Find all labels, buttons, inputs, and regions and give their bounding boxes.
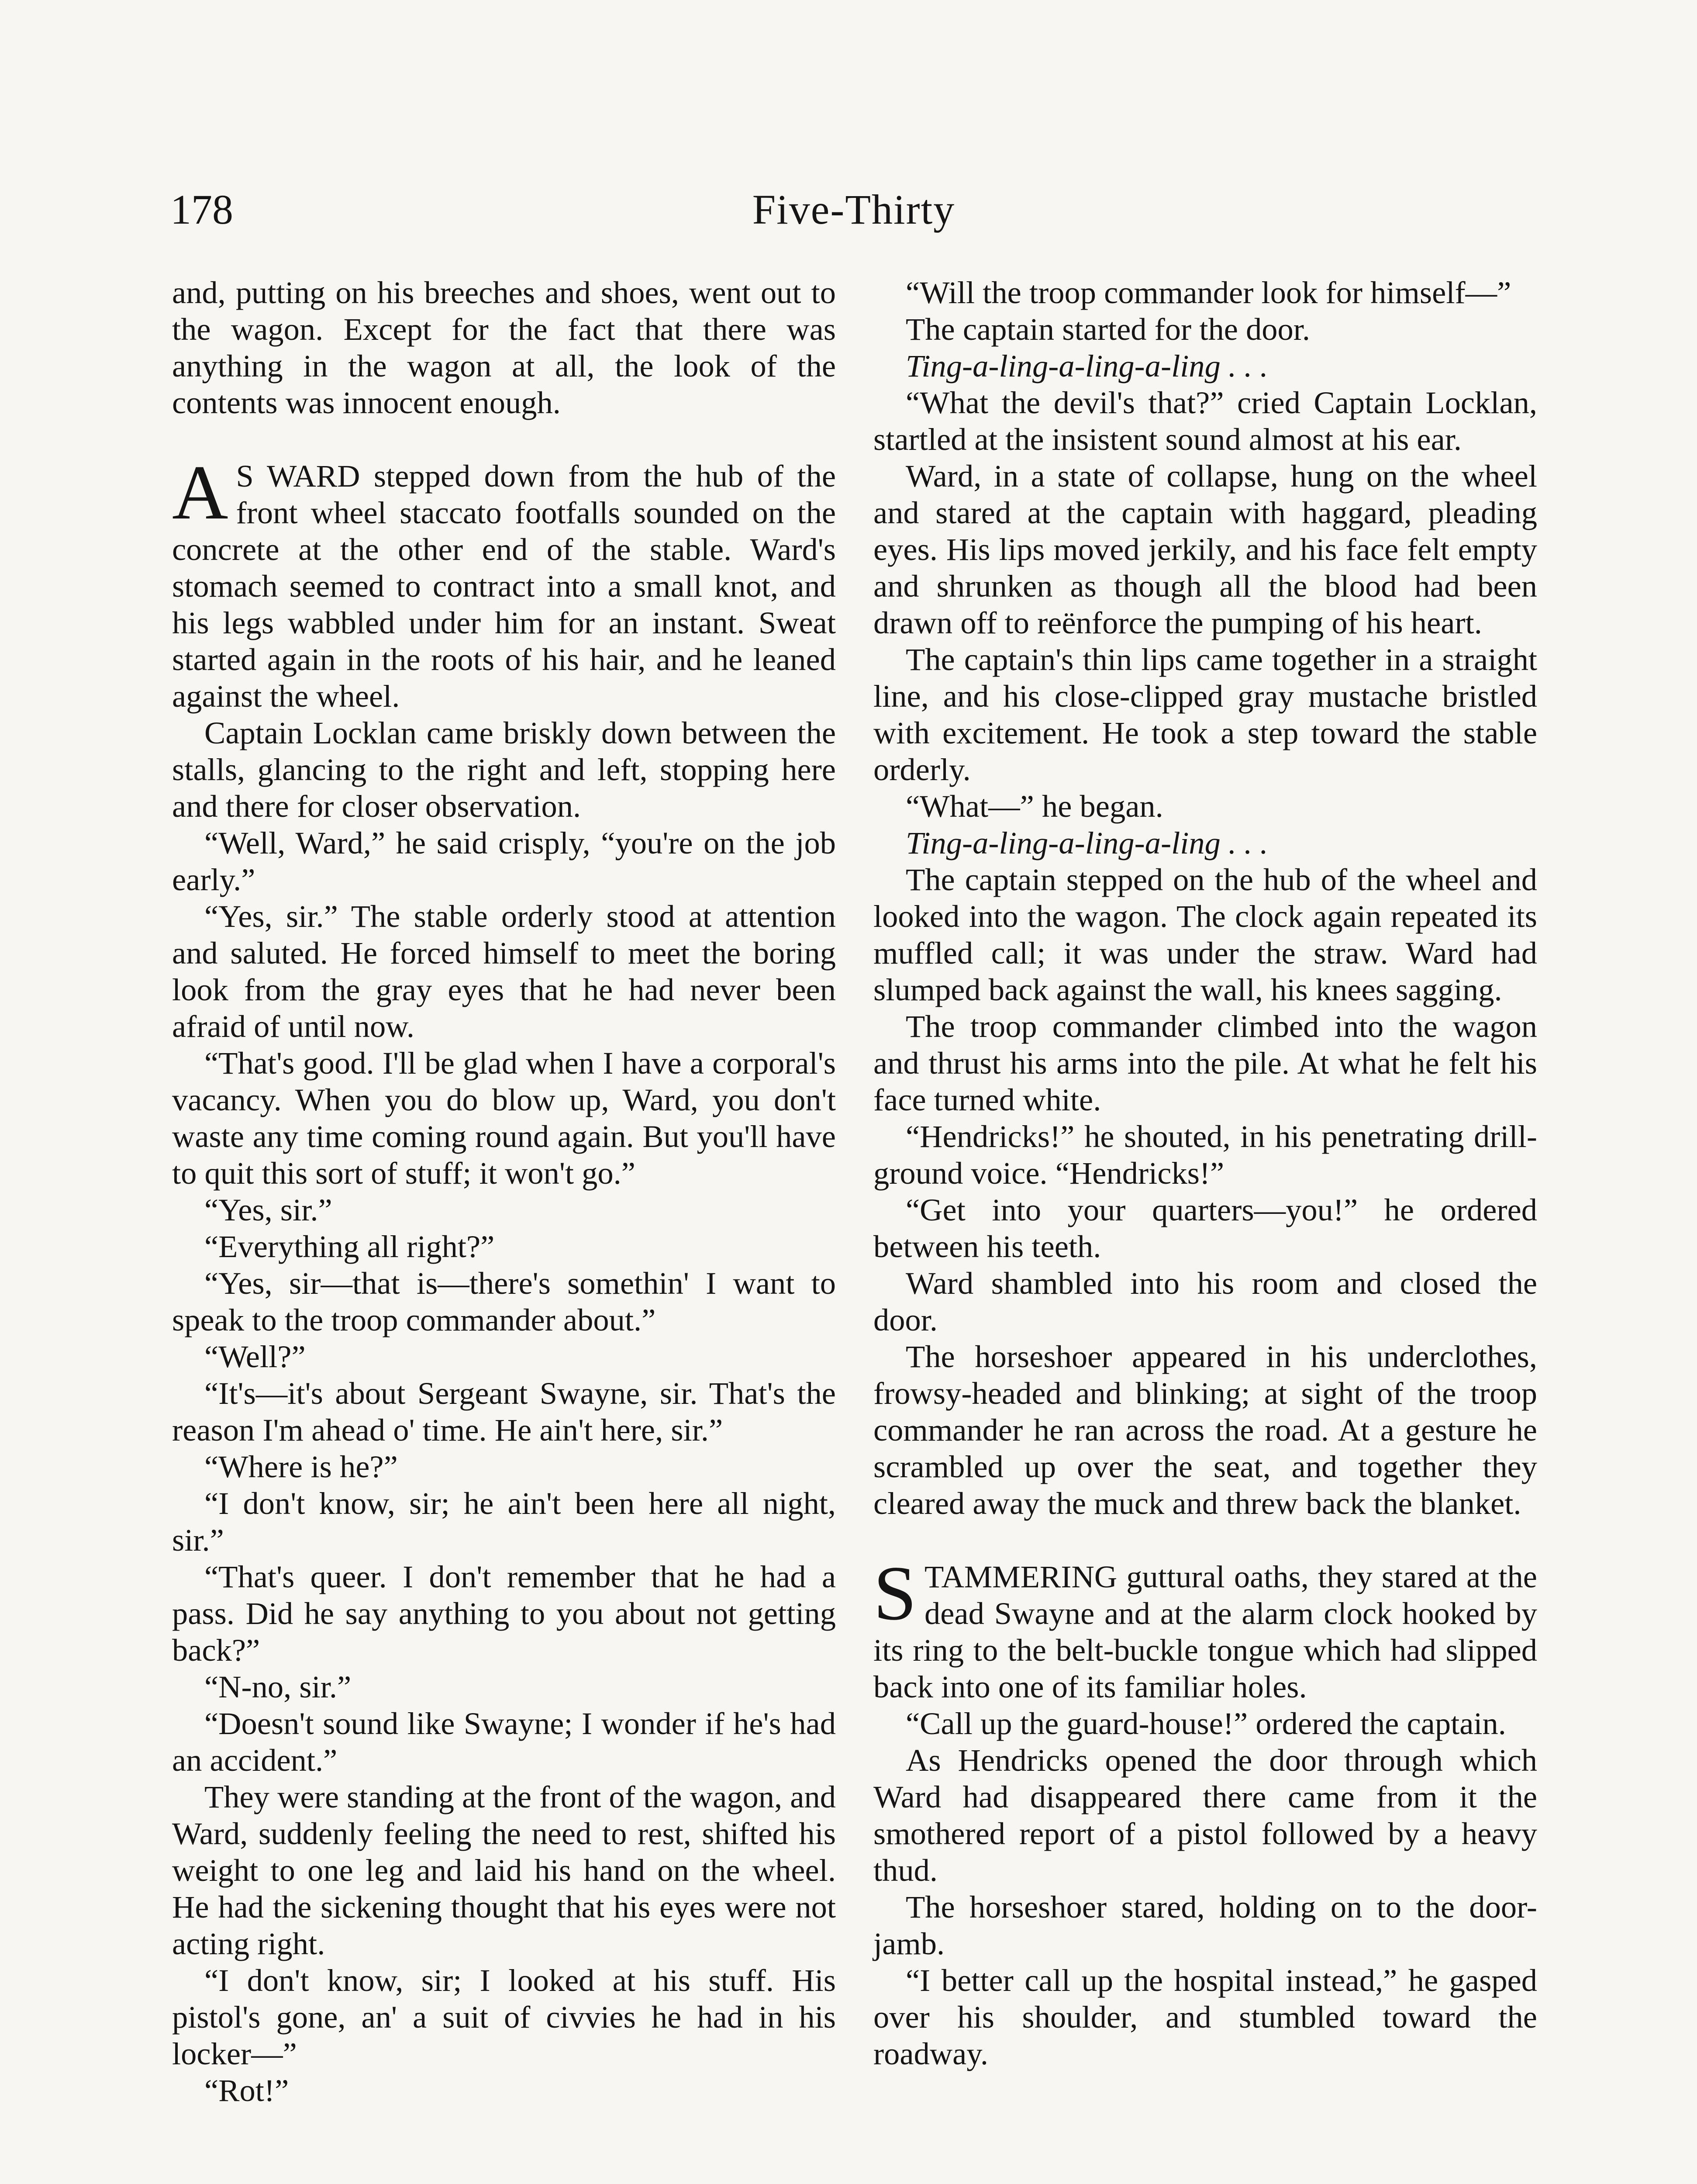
- paragraph: “Everything all right?”: [204, 1229, 495, 1264]
- paragraph: Ward shambled into his room and closed the door.: [873, 1265, 1537, 1337]
- paragraph: The captain stepped on the hub of the wheel and looked into the wagon. The clock again repeated its muffled call; it was under the straw. Ward had slumped back against the wall, his knees sagging.: [873, 862, 1537, 1007]
- paragraph: “Well?”: [204, 1339, 306, 1374]
- paragraph: “I better call up the hospital instead,” he gasped over his shoulder, and stumbled toward the roadway.: [873, 1963, 1537, 2071]
- running-title: Five-Thirty: [752, 186, 955, 233]
- paragraph: “What the devil's that?” cried Captain Locklan, startled at the insistent sound almost at his ear.: [873, 385, 1537, 457]
- paragraph: “Yes, sir.” The stable orderly stood at attention and saluted. He forced himself to meet the boring look from the gray eyes that he had never been afraid of until now.: [172, 898, 836, 1044]
- paragraph: “That's queer. I don't remember that he had a pass. Did he say anything to you about not getting back?”: [172, 1559, 836, 1668]
- page-header: [170, 179, 1537, 240]
- paragraph: “What—” he began.: [906, 788, 1163, 824]
- paragraph: “Get into your quarters—you!” he ordered between his teeth.: [873, 1192, 1537, 1264]
- paragraph: “Rot!”: [204, 2073, 289, 2108]
- paragraph: “I don't know, sir; I looked at his stuff. His pistol's gone, an' a suit of civvies he had in his locker—”: [172, 1963, 836, 2071]
- paragraph: “Yes, sir.”: [204, 1192, 332, 1227]
- paragraph: “Well, Ward,” he said crisply, “you're on the job early.”: [172, 825, 836, 897]
- paragraph: The captain started for the door.: [906, 311, 1311, 347]
- right-column: [873, 274, 1537, 2072]
- drop-cap: A: [172, 449, 228, 536]
- paragraph: “It's—it's about Sergeant Swayne, sir. That's the reason I'm ahead o' time. He ain't here, sir.”: [172, 1375, 836, 1448]
- paragraph-text: S WARD stepped down from the hub of the front wheel staccato footfalls sounded on the concrete at the other end of the stable. Ward's stomach seemed to contract into a small knot, and his legs wabbled under him for an instant. Sweat started again in the roots of his hair, and he leaned against the wheel.: [172, 458, 836, 714]
- page-number: 178: [170, 186, 233, 233]
- paragraph: “I don't know, sir; he ain't been here all night, sir.”: [172, 1486, 836, 1558]
- paragraph: “Where is he?”: [204, 1449, 398, 1484]
- paragraph: “Will the troop commander look for himself—”: [906, 275, 1511, 310]
- section-opening-paragraph: [172, 449, 836, 715]
- clock-ring-line: Ting-a-ling-a-ling-a-ling . . .: [906, 825, 1268, 860]
- paragraph: Captain Locklan came briskly down between the stalls, glancing to the right and left, stopping here and there for closer observation.: [172, 715, 836, 824]
- paragraph: “Hendricks!” he shouted, in his penetrating drill-ground voice. “Hendricks!”: [873, 1119, 1537, 1191]
- paragraph: “N-no, sir.”: [204, 1669, 352, 1704]
- section-opening-paragraph: [873, 1550, 1537, 1705]
- paragraph: Ward, in a state of collapse, hung on the wheel and stared at the captain with haggard, pleading eyes. His lips moved jerkily, and his face felt empty and shrunken as though all the blood had been drawn off to reënforce the pumping of his heart.: [873, 458, 1537, 640]
- drop-cap: S: [873, 1550, 917, 1636]
- paragraph: “Yes, sir—that is—there's somethin' I want to speak to the troop commander about.”: [172, 1265, 836, 1337]
- paragraph: “That's good. I'll be glad when I have a corporal's vacancy. When you do blow up, Ward, you don't waste any time coming round again. But you'll have to quit this sort of stuff; it won't go.”: [172, 1045, 836, 1191]
- paragraph: “Call up the guard-house!” ordered the captain.: [906, 1706, 1506, 1741]
- left-column: [172, 274, 836, 2109]
- clock-ring-line: Ting-a-ling-a-ling-a-ling . . .: [906, 348, 1268, 384]
- paragraph: As Hendricks opened the door through which Ward had disappeared there came from it the smothered report of a pistol followed by a heavy thud.: [873, 1742, 1537, 1888]
- paragraph: “Doesn't sound like Swayne; I wonder if he's had an accident.”: [172, 1706, 836, 1778]
- paragraph: They were standing at the front of the wagon, and Ward, suddenly feeling the need to rest, shifted his weight to one leg and laid his hand on the wheel. He had the sickening thought that his eyes were not acting right.: [172, 1779, 836, 1961]
- paragraph: The horseshoer stared, holding on to the door-jamb.: [873, 1889, 1537, 1961]
- paragraph: and, putting on his breeches and shoes, went out to the wagon. Except for the fact that there was anything in the wagon at all, the look of the contents was innocent enough.: [172, 275, 836, 420]
- paragraph: The horseshoer appeared in his underclothes, frowsy-headed and blinking; at sight of the troop commander he ran across the road. At a gesture he scrambled up over the seat, and together they cleared away the muck and threw back the blanket.: [873, 1339, 1537, 1521]
- paragraph-text: TAMMERING guttural oaths, they stared at the dead Swayne and at the alarm clock hooked by its ring to the belt-buckle tongue which had slipped back into one of its familiar holes.: [873, 1559, 1537, 1704]
- paragraph: The troop commander climbed into the wagon and thrust his arms into the pile. At what he felt his face turned white.: [873, 1009, 1537, 1117]
- paragraph: The captain's thin lips came together in a straight line, and his close-clipped gray mustache bristled with excitement. He took a step toward the stable orderly.: [873, 642, 1537, 787]
